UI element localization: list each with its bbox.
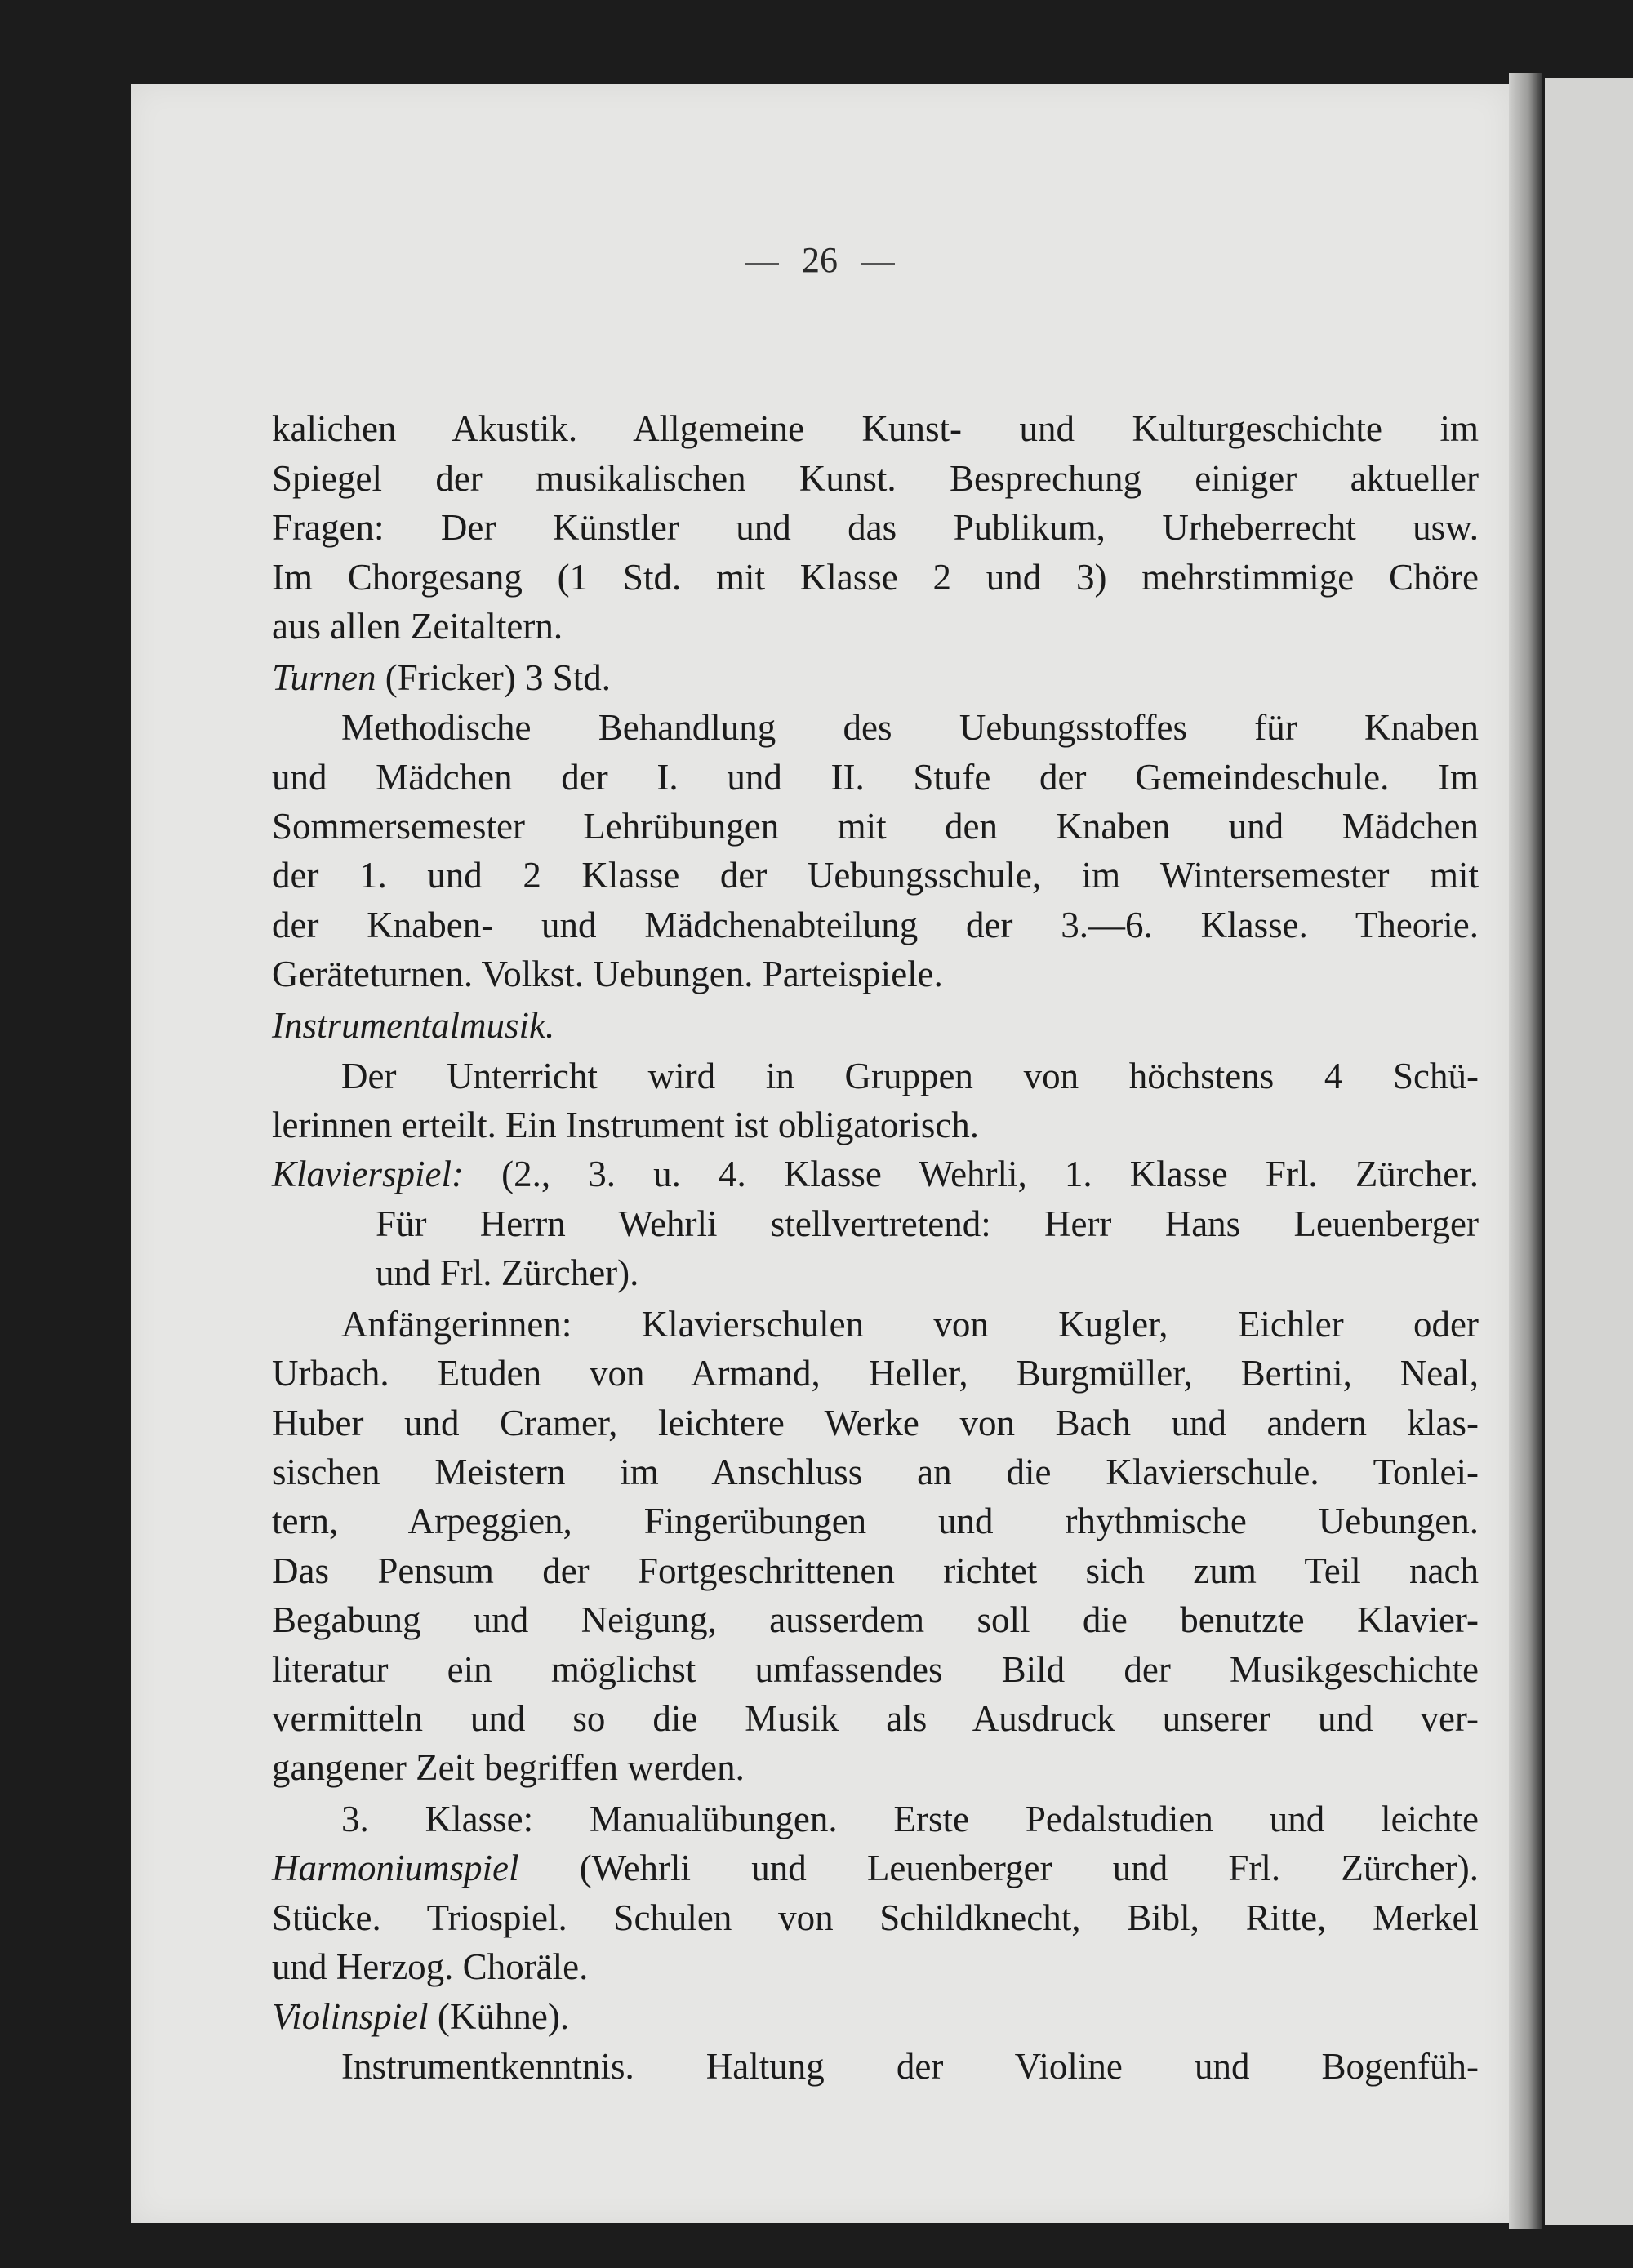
text-line: Der Unterricht wird in Gruppen von höchstens 4 Schü- xyxy=(341,1056,1479,1096)
text-line: und Mädchen der I. und II. Stufe der Gemeindeschule. Im xyxy=(272,757,1479,798)
text-span: (Wehrli und Leuenberger und Frl. Zürcher). xyxy=(579,1848,1479,1888)
text-line: tern, Arpeggien, Fingerübungen und rhythmische Uebungen. xyxy=(272,1501,1479,1541)
text-line: Im Chorgesang (1 Std. mit Klasse 2 und 3) mehrstimmige Chöre xyxy=(272,557,1479,598)
heading-turnen: Turnen xyxy=(272,657,376,698)
adjacent-page-edge xyxy=(1545,78,1633,2225)
text-line: der Knaben- und Mädchenabteilung der 3.—6. Klasse. Theorie. xyxy=(272,905,1479,945)
text-line: Begabung und Neigung, ausserdem soll die benutzte Klavier- xyxy=(272,1599,1479,1640)
text-line: Spiegel der musikalischen Kunst. Besprechung einiger aktueller xyxy=(272,458,1479,499)
text-line: und Frl. Zürcher). xyxy=(376,1252,639,1293)
section-klavierspiel xyxy=(272,1156,1479,1193)
text-line: Stücke. Triospiel. Schulen von Schildknecht, Bibl, Ritte, Merkel xyxy=(272,1897,1479,1938)
text-line: Urbach. Etuden von Armand, Heller, Burgmüller, Bertini, Neal, xyxy=(272,1353,1479,1394)
page-body xyxy=(131,84,1509,2223)
text-line: sischen Meistern im Anschluss an die Klavierschule. Tonlei- xyxy=(272,1452,1479,1492)
text-line: Instrumentkenntnis. Haltung der Violine und Bogenfüh- xyxy=(341,2046,1479,2087)
text-line: lerinnen erteilt. Ein Instrument ist obligatorisch. xyxy=(272,1105,980,1145)
heading-harmoniumspiel: Harmoniumspiel xyxy=(272,1848,519,1888)
text-line: Huber und Cramer, leichtere Werke von Bach und andern klas- xyxy=(272,1403,1479,1443)
text-line: vermitteln und so die Musik als Ausdruck unserer und ver- xyxy=(272,1698,1479,1739)
text-span: (Kühne). xyxy=(437,1996,570,2037)
text-line: Geräteturnen. Volkst. Uebungen. Parteispiele. xyxy=(272,954,943,994)
section-turnen xyxy=(272,657,1479,698)
text-line: kalichen Akustik. Allgemeine Kunst- und Kulturgeschichte im xyxy=(272,408,1479,449)
text-line: Für Herrn Wehrli stellvertretend: Herr Hans Leuenberger xyxy=(376,1203,1479,1244)
text-line: aus allen Zeitaltern. xyxy=(272,606,563,647)
text-line: Anfängerinnen: Klavierschulen von Kugler, Eichler oder xyxy=(341,1304,1479,1345)
heading-violinspiel: Violinspiel xyxy=(272,1996,429,2037)
text-span: (Fricker) 3 Std. xyxy=(385,657,611,698)
section-harmoniumspiel xyxy=(272,1850,1479,1887)
text-line: gangener Zeit begriffen werden. xyxy=(272,1747,745,1788)
text-line: und Herzog. Choräle. xyxy=(272,1946,589,1987)
text-line: Methodische Behandlung des Uebungsstoffes für Knaben xyxy=(341,707,1479,748)
text-line: literatur ein möglichst umfassendes Bild der Musikgeschichte xyxy=(272,1649,1479,1690)
text-line: 3. Klasse: Manualübungen. Erste Pedalstudien und leichte xyxy=(341,1799,1479,1839)
heading-instrumentalmusik: Instrumentalmusik. xyxy=(272,1005,555,1046)
book-page xyxy=(131,84,1509,2223)
page-number-text: 26 xyxy=(802,240,838,280)
text-line: Sommersemester Lehrübungen mit den Knaben und Mädchen xyxy=(272,806,1479,847)
heading-klavierspiel: Klavierspiel: xyxy=(272,1154,464,1194)
section-violinspiel xyxy=(272,1996,1479,2037)
text-line: Fragen: Der Künstler und das Publikum, Urheberrecht usw. xyxy=(272,507,1479,548)
text-span: (2., 3. u. 4. Klasse Wehrli, 1. Klasse Frl. Zürcher. xyxy=(501,1154,1479,1194)
page-gutter-shadow xyxy=(1509,73,1542,2229)
text-line: der 1. und 2 Klasse der Uebungsschule, im Wintersemester mit xyxy=(272,855,1479,896)
text-line: Das Pensum der Fortgeschrittenen richtet sich zum Teil nach xyxy=(272,1550,1479,1591)
